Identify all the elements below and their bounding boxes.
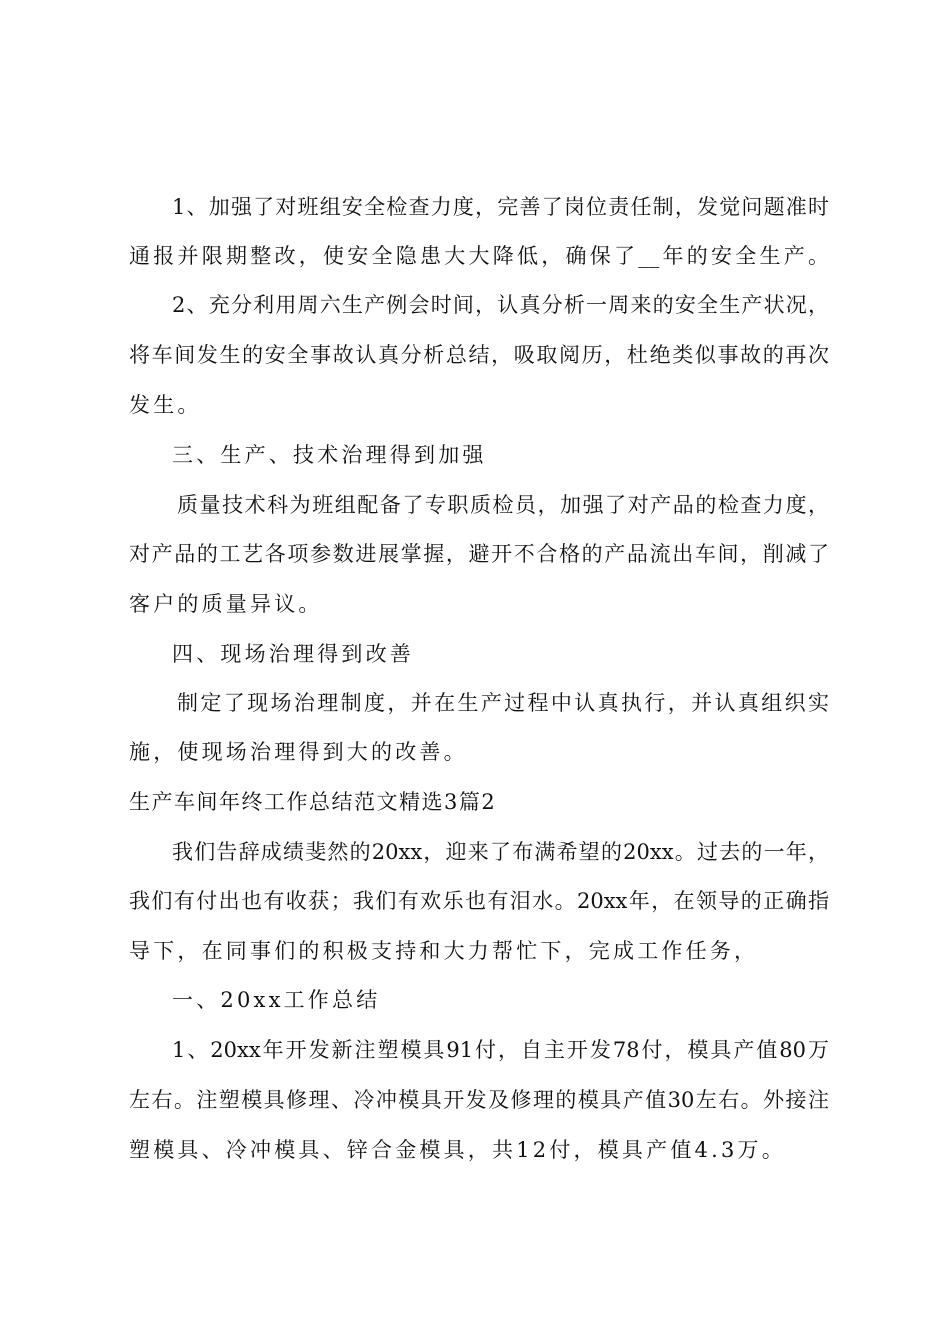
section-heading: 四、现场治理得到改善	[172, 642, 414, 666]
paragraph-line: 我们告辞成绩斐然的20xx，迎来了布满希望的20xx。过去的一年，	[172, 840, 829, 864]
paragraph-line: 质量技术科为班组配备了专职质检员，加强了对产品的检查力度，	[177, 493, 829, 517]
section-heading: 三、生产、技术治理得到加强	[172, 443, 487, 467]
paragraph-line: 1、加强了对班组安全检查力度，完善了岗位责任制，发觉问题准时	[172, 195, 829, 219]
paragraph-line: 塑模具、冷冲模具、锌合金模具，共12付，模具产值4.3万。	[129, 1138, 786, 1162]
paragraph-line: 1、20xx年开发新注塑模具91付，自主开发78付，模具产值80万	[172, 1038, 829, 1062]
paragraph-line: 左右。注塑模具修理、冷冲模具开发及修理的模具产值30左右。外接注	[129, 1088, 829, 1112]
article-title: 生产车间年终工作总结范文精选3篇2	[129, 790, 497, 814]
paragraph-line: 施，使现场治理得到大的改善。	[129, 740, 468, 764]
paragraph-line: 将车间发生的安全事故认真分析总结，吸取阅历，杜绝类似事故的再次	[129, 343, 829, 367]
paragraph-line: 2、充分利用周六生产例会时间，认真分析一周来的安全生产状况，	[172, 293, 829, 317]
paragraph-line: 通报并限期整改，使安全隐患大大降低，确保了__年的安全生产。	[129, 244, 829, 268]
paragraph-line: 客户的质量异议。	[129, 592, 323, 616]
paragraph-line: 制定了现场治理制度，并在生产过程中认真执行，并认真组织实	[177, 691, 829, 715]
paragraph-line: 导下，在同事们的积极支持和大力帮忙下，完成工作任务，	[129, 939, 759, 963]
paragraph-line: 我们有付出也有收获；我们有欢乐也有泪水。20xx年，在领导的正确指	[129, 889, 829, 913]
section-heading: 一、20xx工作总结	[172, 988, 381, 1012]
paragraph-line: 对产品的工艺各项参数进展掌握，避开不合格的产品流出车间，削减了	[129, 542, 829, 566]
paragraph-line: 发生。	[129, 393, 202, 417]
